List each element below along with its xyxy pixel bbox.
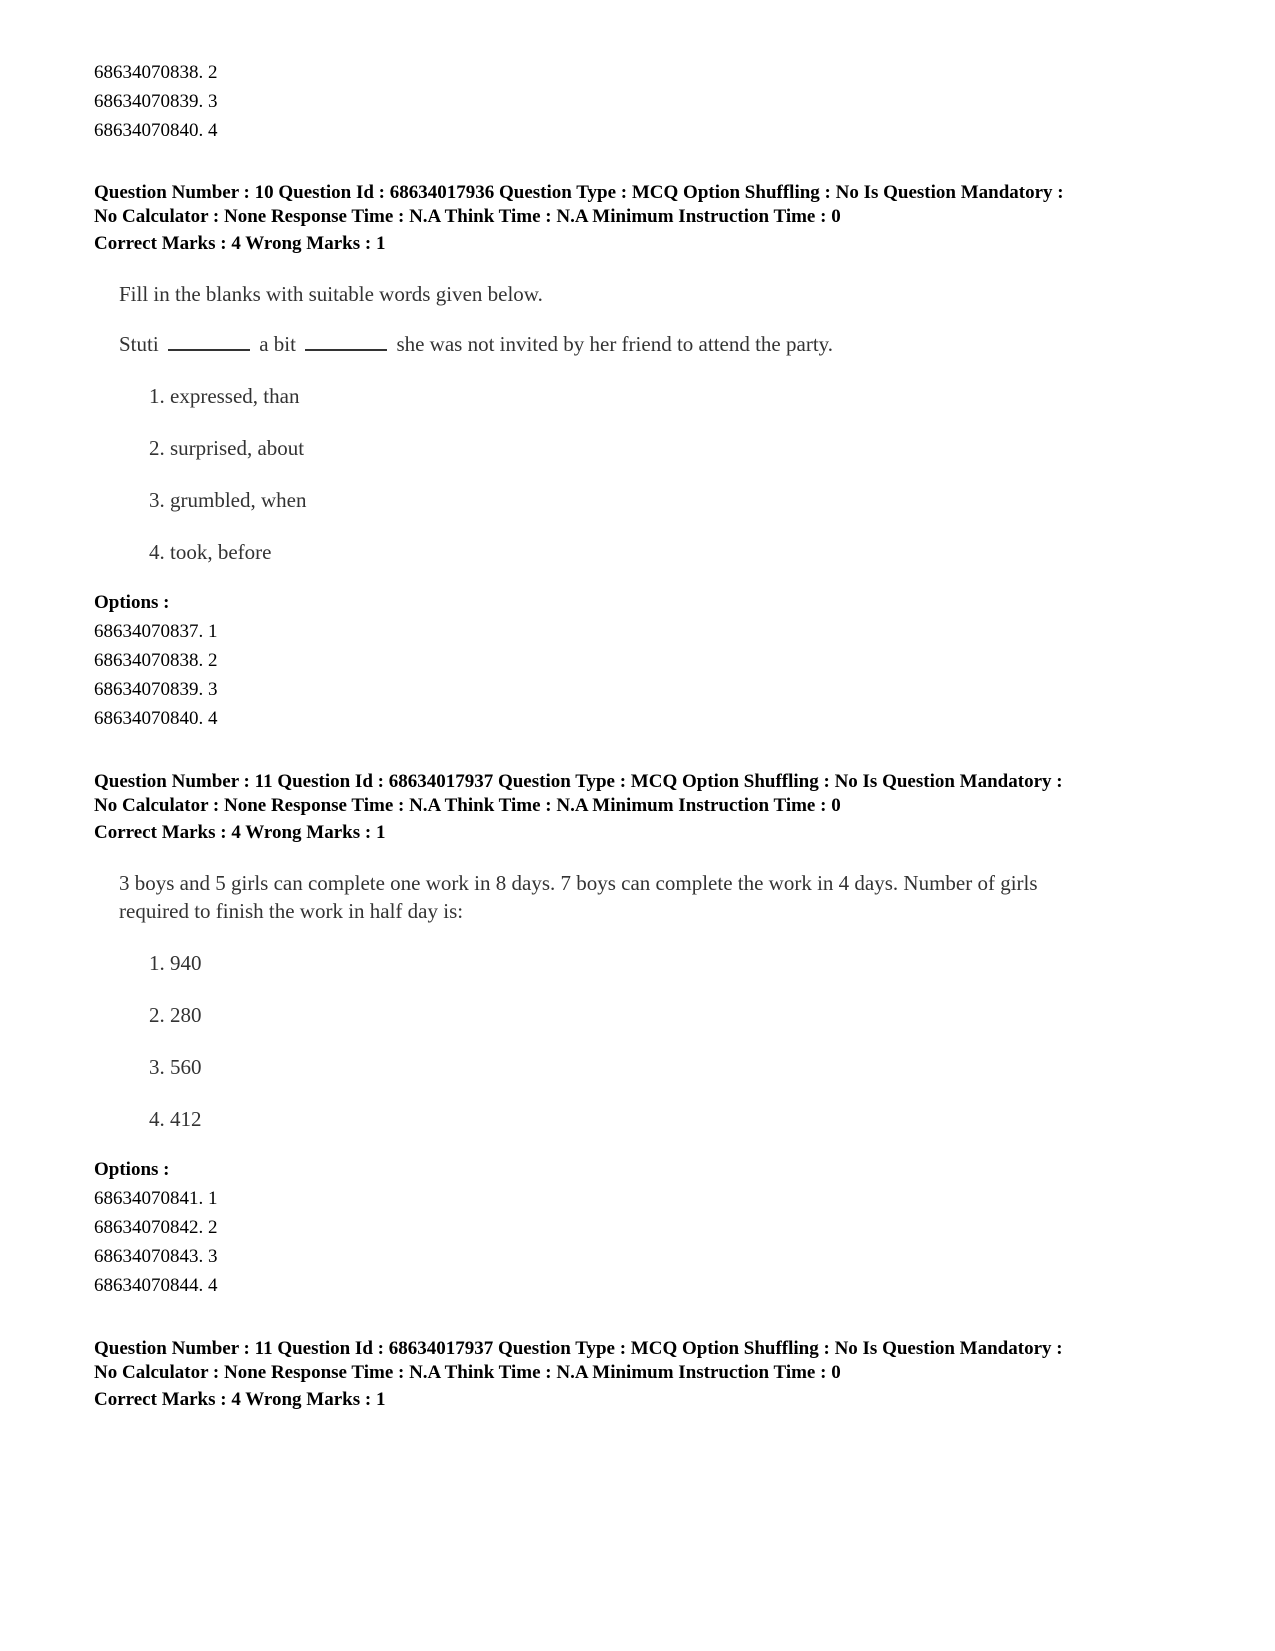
document-page [94,58,1214,1414]
question-text-line1: 3 boys and 5 girls can complete one work in 8 days. 7 boys can complete the work in 4 days. Number of girls [119,871,1038,895]
option-item: 68634070840. 4 [94,120,218,141]
choice-item: 3. grumbled, when [149,488,307,512]
choice-item: 1. expressed, than [149,384,300,408]
question-meta [94,1337,1214,1385]
option-item: 68634070839. 3 [94,679,218,700]
question-meta-line1: Question Number : 10 Question Id : 68634017936 Question Type : MCQ Option Shuffling : No Is Question Mandatory : [94,182,1064,203]
choice-item: 2. surprised, about [149,436,305,460]
sentence-part: a bit [259,332,296,356]
sentence-part: Stuti [119,332,159,356]
options-list [94,617,1214,733]
option-item: 68634070844. 4 [94,1275,218,1296]
choice-item: 1. 940 [149,951,202,975]
question-text-line2: required to finish the work in half day is: [119,899,464,923]
question-meta-line2: No Calculator : None Response Time : N.A Think Time : N.A Minimum Instruction Time : 0 [94,206,841,227]
question-block-11-repeat [94,1337,1214,1414]
options-label: Options : [94,1159,170,1180]
question-meta-line2: No Calculator : None Response Time : N.A Think Time : N.A Minimum Instruction Time : 0 [94,795,841,816]
previous-options-list [94,58,1214,145]
options-list [94,1184,1214,1300]
sentence-part: she was not invited by her friend to attend the party. [396,332,834,356]
option-item: 68634070838. 2 [94,650,218,671]
choice-item: 4. 412 [149,1107,202,1131]
option-item: 68634070843. 3 [94,1246,218,1267]
question-body [119,869,1214,1133]
blank-line [305,329,387,351]
question-meta [94,181,1214,229]
option-item: 68634070840. 4 [94,708,218,729]
question-meta-line2: No Calculator : None Response Time : N.A Think Time : N.A Minimum Instruction Time : 0 [94,1362,841,1383]
choice-item: 3. 560 [149,1055,202,1079]
question-block-11 [94,770,1214,1300]
option-item: 68634070839. 3 [94,91,218,112]
options-label: Options : [94,592,170,613]
question-instruction: Fill in the blanks with suitable words given below. [119,282,543,306]
question-meta-line1: Question Number : 11 Question Id : 68634017937 Question Type : MCQ Option Shuffling : No Is Question Mandatory : [94,1338,1063,1359]
option-item: 68634070842. 2 [94,1217,218,1238]
option-item: 68634070838. 2 [94,62,218,83]
question-sentence [119,329,1214,358]
question-marks: Correct Marks : 4 Wrong Marks : 1 [94,822,386,843]
option-item: 68634070841. 1 [94,1188,218,1209]
choice-item: 4. took, before [149,540,272,564]
option-item: 68634070837. 1 [94,621,218,642]
question-body [119,280,1214,566]
choice-item: 2. 280 [149,1003,202,1027]
question-marks: Correct Marks : 4 Wrong Marks : 1 [94,233,386,254]
question-marks: Correct Marks : 4 Wrong Marks : 1 [94,1389,386,1410]
question-meta [94,770,1214,818]
question-meta-line1: Question Number : 11 Question Id : 68634017937 Question Type : MCQ Option Shuffling : No Is Question Mandatory : [94,771,1063,792]
question-block-10 [94,181,1214,733]
blank-line [168,329,250,351]
